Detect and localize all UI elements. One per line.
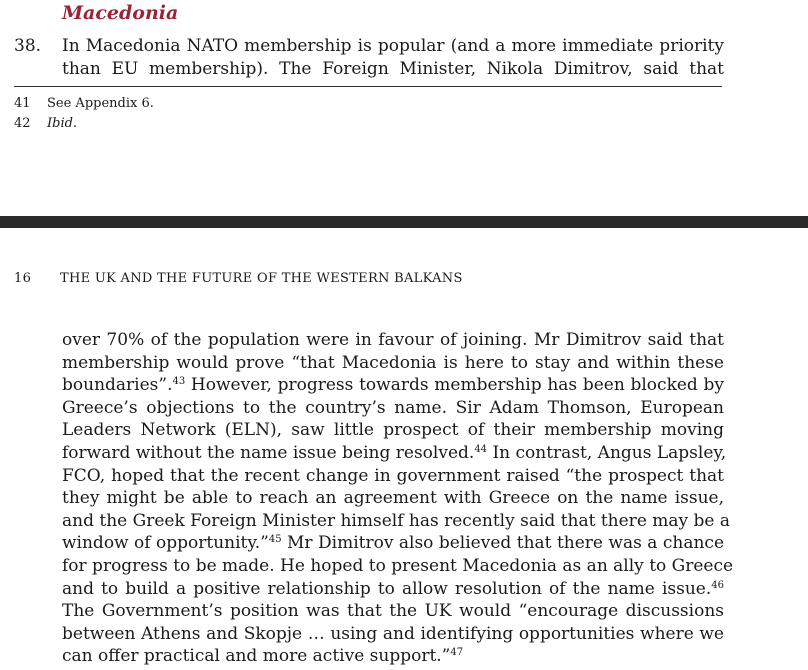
footnote-ref[interactable]: 46 <box>711 579 724 591</box>
line-text: and to build a positive relationship to allow resolution of the name issue. <box>62 578 712 599</box>
page-number: 16 <box>14 271 32 286</box>
line-text: boundaries”. <box>62 375 173 396</box>
running-header <box>14 271 794 286</box>
line-text: Leaders Network (ELN), saw little prospect of their membership moving <box>62 420 724 441</box>
line-text: membership would prove “that Macedonia is here to stay and within these <box>62 352 724 373</box>
footnote-ref[interactable]: 47 <box>450 647 464 659</box>
body-line <box>62 465 724 488</box>
paragraph-line: than EU membership). The Foreign Minister, Nikola Dimitrov, said that <box>62 59 724 79</box>
body-line <box>62 442 727 465</box>
line-text: can offer practical and more active support.” <box>62 646 451 667</box>
body-line <box>62 645 724 668</box>
line-text: for progress to be made. He hoped to present Macedonia as an ally to Greece <box>62 555 734 576</box>
body-line <box>62 397 724 420</box>
body-line <box>62 600 724 623</box>
upper-page-fragment <box>0 0 808 214</box>
paragraph-line: In Macedonia NATO membership is popular (and a more immediate priority <box>62 36 724 56</box>
line-text: Greece’s objections to the country’s name. Sir Adam Thomson, European <box>62 397 724 418</box>
line-text: and the Greek Foreign Minister himself has recently said that there may be a <box>62 510 731 531</box>
section-heading: Macedonia <box>62 2 179 24</box>
line-text-continued: Mr Dimitrov also believed that there was a chance <box>281 533 724 554</box>
body-line <box>62 374 724 397</box>
line-text-continued: In contrast, Angus Lapsley, <box>487 442 727 463</box>
line-text: window of opportunity.” <box>62 533 269 554</box>
running-head-title: THE UK AND THE FUTURE OF THE WESTERN BALKANS <box>60 271 463 286</box>
footnote-ref[interactable]: 45 <box>268 534 282 546</box>
footnote-ref[interactable]: 43 <box>172 376 186 388</box>
body-line <box>62 623 724 646</box>
body-line <box>62 510 731 533</box>
body-line <box>62 555 734 578</box>
line-text: FCO, hoped that the recent change in government raised “the prospect that <box>62 465 724 486</box>
footnote-number: 42 <box>14 116 31 131</box>
paragraph-number: 38. <box>14 36 42 56</box>
body-line <box>62 487 724 510</box>
footnote-42 <box>14 114 154 134</box>
line-text: over 70% of the population were in favour of joining. Mr Dimitrov said that <box>62 330 724 350</box>
footnote-ref[interactable]: 44 <box>474 443 488 455</box>
body-line <box>62 352 724 375</box>
line-text-continued: However, progress towards membership has been blocked by <box>185 375 724 396</box>
body-line <box>62 329 724 352</box>
paragraph-38 <box>62 35 724 81</box>
line-text: between Athens and Skopje … using and identifying opportunities where we <box>62 623 724 644</box>
line-text: they might be able to reach an agreement with Greece on the name issue, <box>62 488 724 509</box>
line-text: forward without the name issue being resolved. <box>62 442 475 463</box>
page-divider <box>0 216 808 228</box>
body-paragraph <box>62 329 734 668</box>
footnote-41 <box>14 94 154 114</box>
footnote-number: 41 <box>14 96 31 111</box>
body-line <box>62 419 724 442</box>
body-line <box>62 578 724 601</box>
line-text: The Government’s position was that the UK would “encourage discussions <box>62 601 724 622</box>
footnote-text: See Appendix 6. <box>47 96 154 111</box>
footnote-text: Ibid. <box>47 116 78 131</box>
body-line <box>62 532 724 555</box>
footnote-rule <box>14 86 722 87</box>
footnotes <box>14 94 154 134</box>
